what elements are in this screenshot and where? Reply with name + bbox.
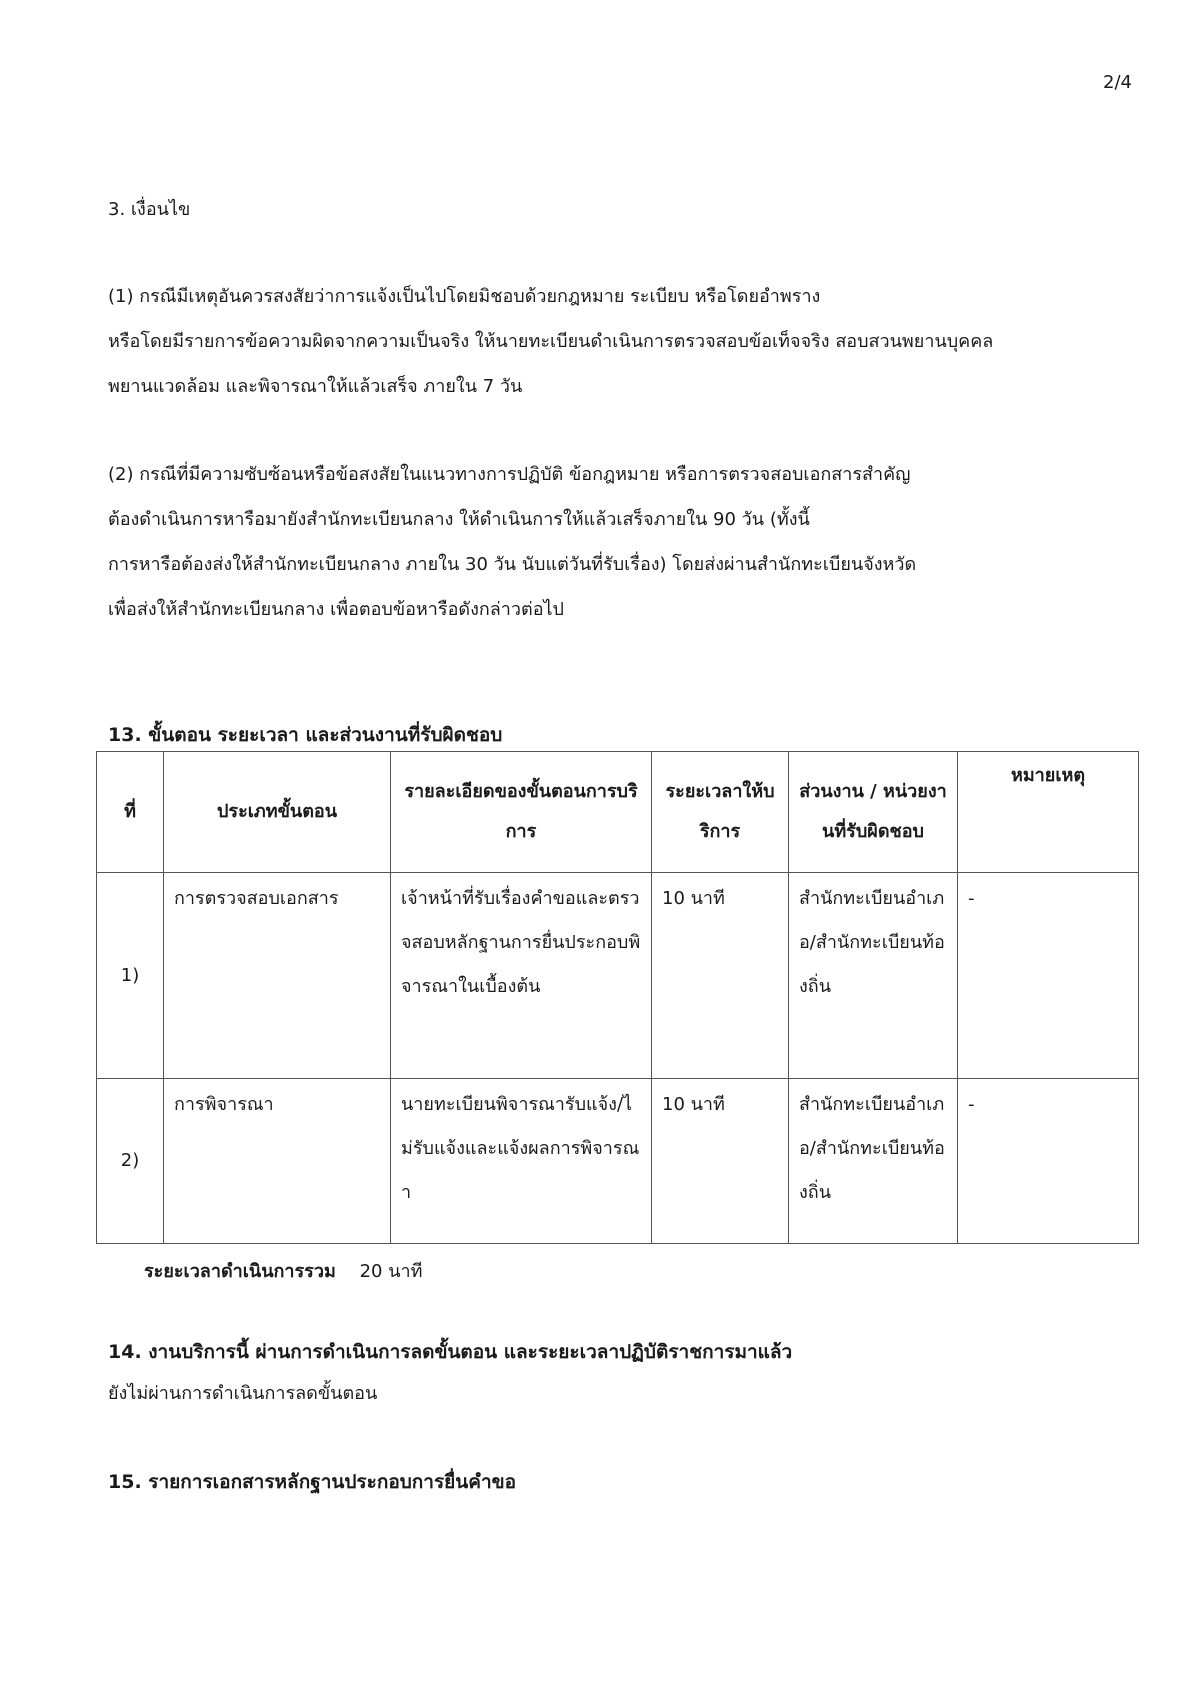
row-type: การตรวจสอบเอกสาร [164, 873, 391, 1079]
row-time: 10 นาที [652, 1079, 789, 1244]
steps-table [96, 751, 1139, 1244]
section14-heading: 14. งานบริการนี้ ผ่านการดำเนินการลดขั้นตอน และระยะเวลาปฏิบัติราชการมาแล้ว [108, 1341, 793, 1363]
row-no: 1) [97, 873, 164, 1079]
row-unit: สำนักทะเบียนอำเภอ/สำนักทะเบียนท้องถิ่น [789, 1079, 958, 1244]
section3-para1-line2: หรือโดยมีรายการข้อความผิดจากความเป็นจริง ให้นายทะเบียนดำเนินการตรวจสอบข้อเท็จจริง สอบสวนพยานบุคคล [108, 331, 994, 352]
header-time: ระยะเวลาให้บริการ [652, 752, 789, 873]
section3-heading: 3. เงื่อนไข [108, 199, 191, 220]
row-note: - [958, 873, 1139, 1079]
section15-heading: 15. รายการเอกสารหลักฐานประกอบการยื่นคำขอ [108, 1471, 517, 1493]
header-note: หมายเหตุ [958, 752, 1139, 873]
total-time [144, 1256, 422, 1285]
section3-para2-line4: เพื่อส่งให้สำนักทะเบียนกลาง เพื่อตอบข้อหารือดังกล่าวต่อไป [108, 599, 564, 620]
row-unit: สำนักทะเบียนอำเภอ/สำนักทะเบียนท้องถิ่น [789, 873, 958, 1079]
header-type: ประเภทขั้นตอน [164, 752, 391, 873]
row-no: 2) [97, 1079, 164, 1244]
total-time-label: ระยะเวลาดำเนินการรวม [144, 1261, 336, 1282]
section3-para2-line1: (2) กรณีที่มีความซับซ้อนหรือข้อสงสัยในแนวทางการปฏิบัติ ข้อกฎหมาย หรือการตรวจสอบเอกสารสำคัญ [108, 464, 911, 485]
section3-para1-line1: (1) กรณีมีเหตุอันควรสงสัยว่าการแจ้งเป็นไปโดยมิชอบด้วยกฎหมาย ระเบียบ หรือโดยอำพราง [108, 286, 821, 307]
section3-para2-line2: ต้องดำเนินการหารือมายังสำนักทะเบียนกลาง ให้ดำเนินการให้แล้วเสร็จภายใน 90 วัน (ทั้งนี้ [108, 509, 810, 530]
total-time-value: 20 นาที [359, 1261, 423, 1282]
row-detail: เจ้าหน้าที่รับเรื่องคำขอและตรวจสอบหลักฐานการยื่นประกอบพิจารณาในเบื้องต้น [391, 873, 652, 1079]
section3-para2-line3: การหารือต้องส่งให้สำนักทะเบียนกลาง ภายใน 30 วัน นับแต่วันที่รับเรื่อง) โดยส่งผ่านสำนักทะเบียนจังหวัด [108, 554, 917, 575]
page-number: 2/4 [1103, 72, 1132, 93]
table-row [97, 873, 1139, 1079]
row-type: การพิจารณา [164, 1079, 391, 1244]
row-time: 10 นาที [652, 873, 789, 1079]
table-header-row [97, 752, 1139, 873]
header-detail: รายละเอียดของขั้นตอนการบริการ [391, 752, 652, 873]
row-detail: นายทะเบียนพิจารณารับแจ้ง/ไม่รับแจ้งและแจ้งผลการพิจารณา [391, 1079, 652, 1244]
row-note: - [958, 1079, 1139, 1244]
section14-text: ยังไม่ผ่านการดำเนินการลดขั้นตอน [108, 1383, 378, 1404]
section13-heading: 13. ขั้นตอน ระยะเวลา และส่วนงานที่รับผิดชอบ [108, 724, 503, 746]
header-unit: ส่วนงาน / หน่วยงานที่รับผิดชอบ [789, 752, 958, 873]
section3-para1-line3: พยานแวดล้อม และพิจารณาให้แล้วเสร็จ ภายใน 7 วัน [108, 376, 523, 397]
table-row [97, 1079, 1139, 1244]
header-no: ที่ [97, 752, 164, 873]
